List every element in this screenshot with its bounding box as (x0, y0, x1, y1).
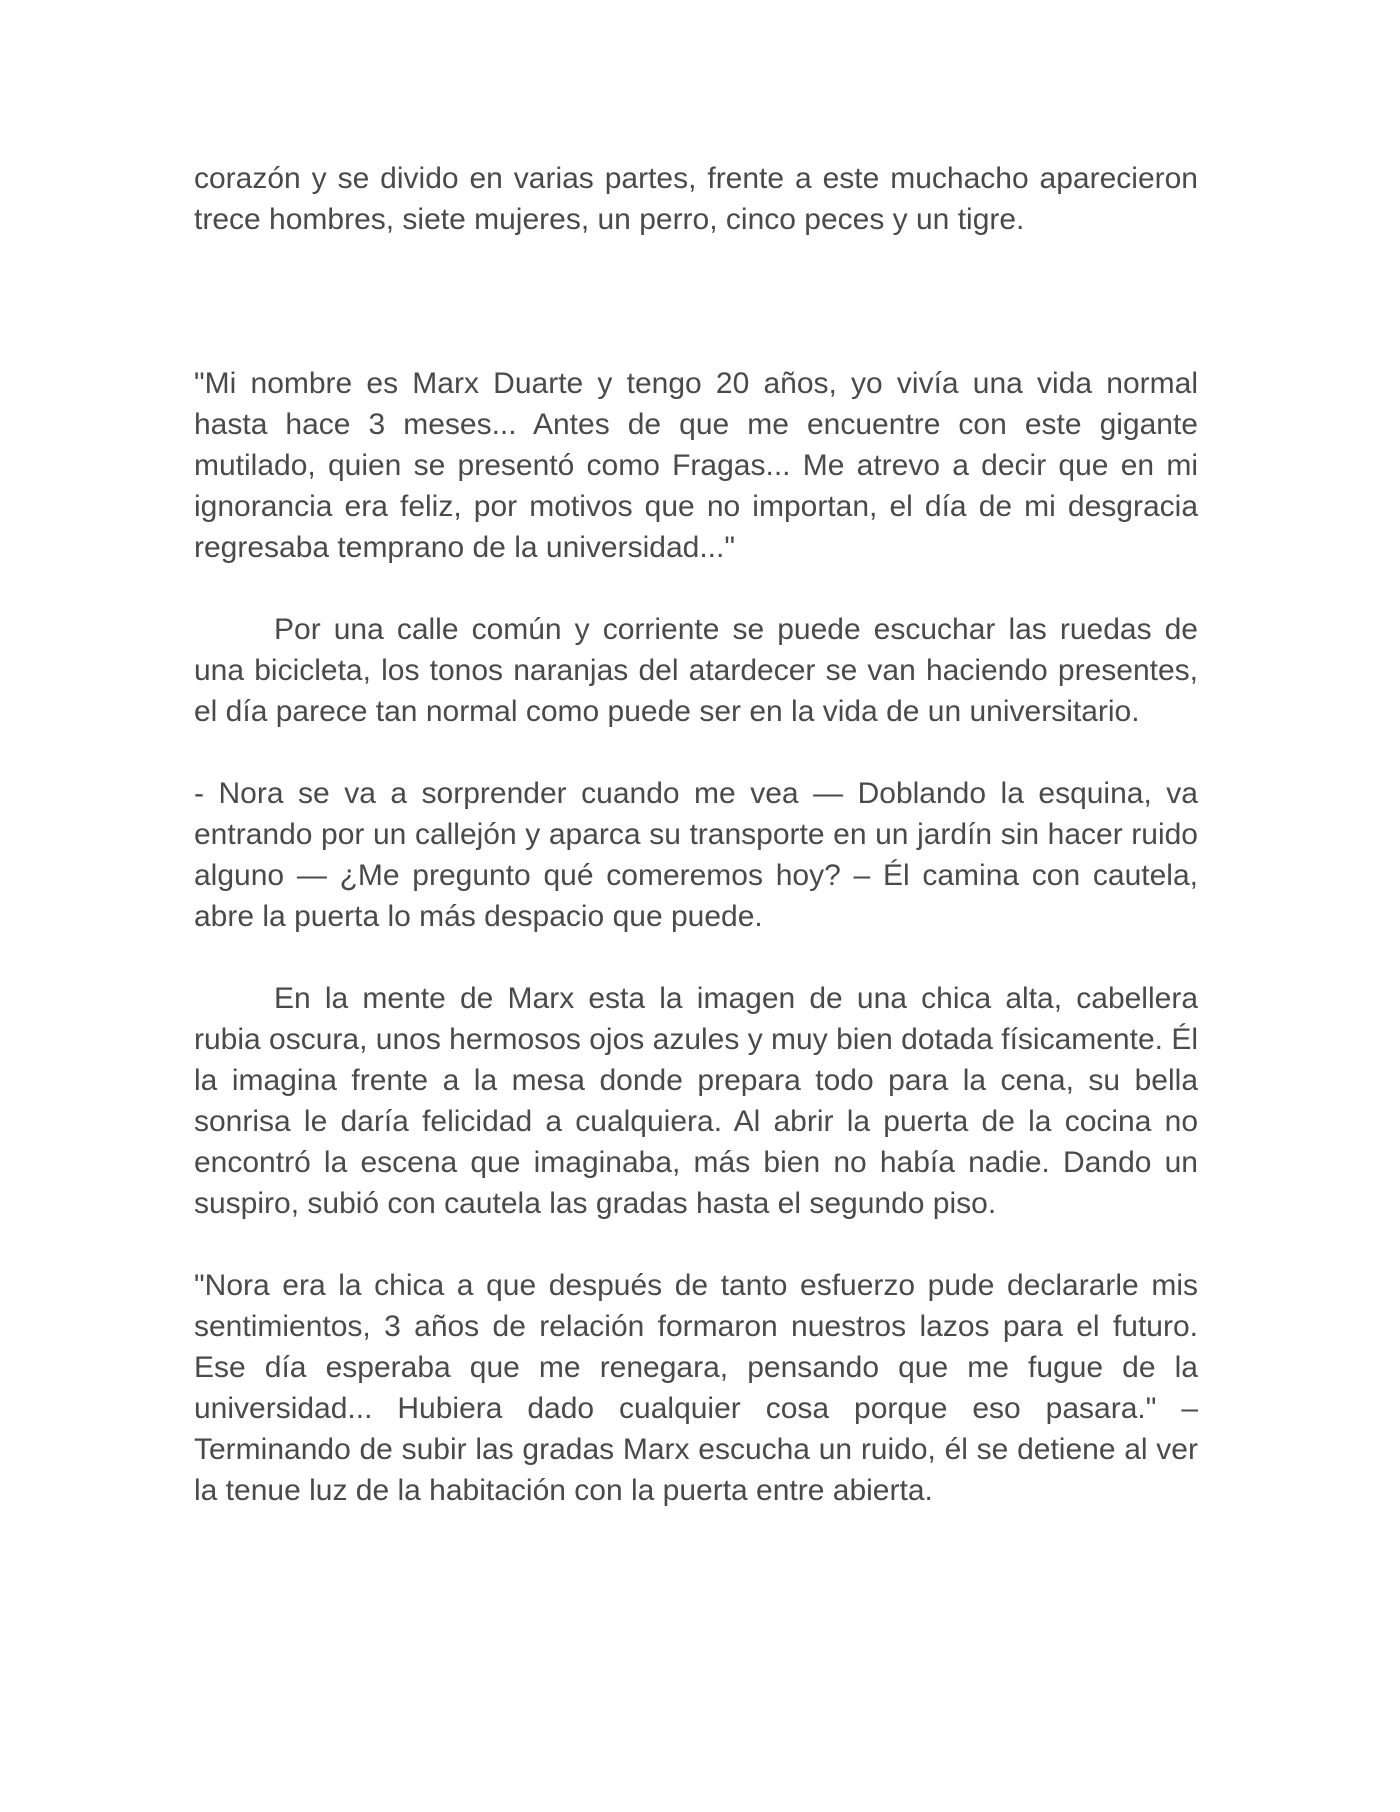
paragraph-2: "Mi nombre es Marx Duarte y tengo 20 años, yo vivía una vida normal hasta hace 3 meses... Antes de que me encuentre con este gigante mutilado, quien se presentó como Fragas... Me atrevo a decir que en mi ignorancia era feliz, por motivos que no importan, el día de mi desgracia regresaba temprano de la universidad..." (194, 367, 1198, 564)
paragraph-3: Por una calle común y corriente se puede escuchar las ruedas de una bicicleta, los tonos naranjas del atardecer se van haciendo presentes, el día parece tan normal como puede ser en la vida de un universitario. (194, 613, 1198, 728)
paragraph-6: "Nora era la chica a que después de tanto esfuerzo pude declararle mis sentimientos, 3 años de relación formaron nuestros lazos para el futuro. Ese día esperaba que me renegara, pensando que me fugue de la universidad... Hubiera dado cualquier cosa porque eso pasara." – Terminando de subir las gradas Marx escucha un ruido, él se detiene al ver la tenue luz de la habitación con la puerta entre abierta. (194, 1269, 1198, 1507)
paragraph-5: En la mente de Marx esta la imagen de una chica alta, cabellera rubia oscura, unos hermosos ojos azules y muy bien dotada físicamente. Él la imagina frente a la mesa donde prepara todo para la cena, su bella sonrisa le daría felicidad a cualquiera. Al abrir la puerta de la cocina no encontró la escena que imaginaba, más bien no había nadie. Dando un suspiro, subió con cautela las gradas hasta el segundo piso. (194, 982, 1198, 1220)
body-text (194, 158, 1198, 1552)
paragraph-1: corazón y se divido en varias partes, frente a este muchacho aparecieron trece hombres, siete mujeres, un perro, cinco peces y un tigre. (194, 162, 1198, 236)
paragraph-4: - Nora se va a sorprender cuando me vea — Doblando la esquina, va entrando por un callejón y aparca su transporte en un jardín sin hacer ruido alguno — ¿Me pregunto qué comeremos hoy? – Él camina con cautela, abre la puerta lo más despacio que puede. (194, 777, 1198, 933)
